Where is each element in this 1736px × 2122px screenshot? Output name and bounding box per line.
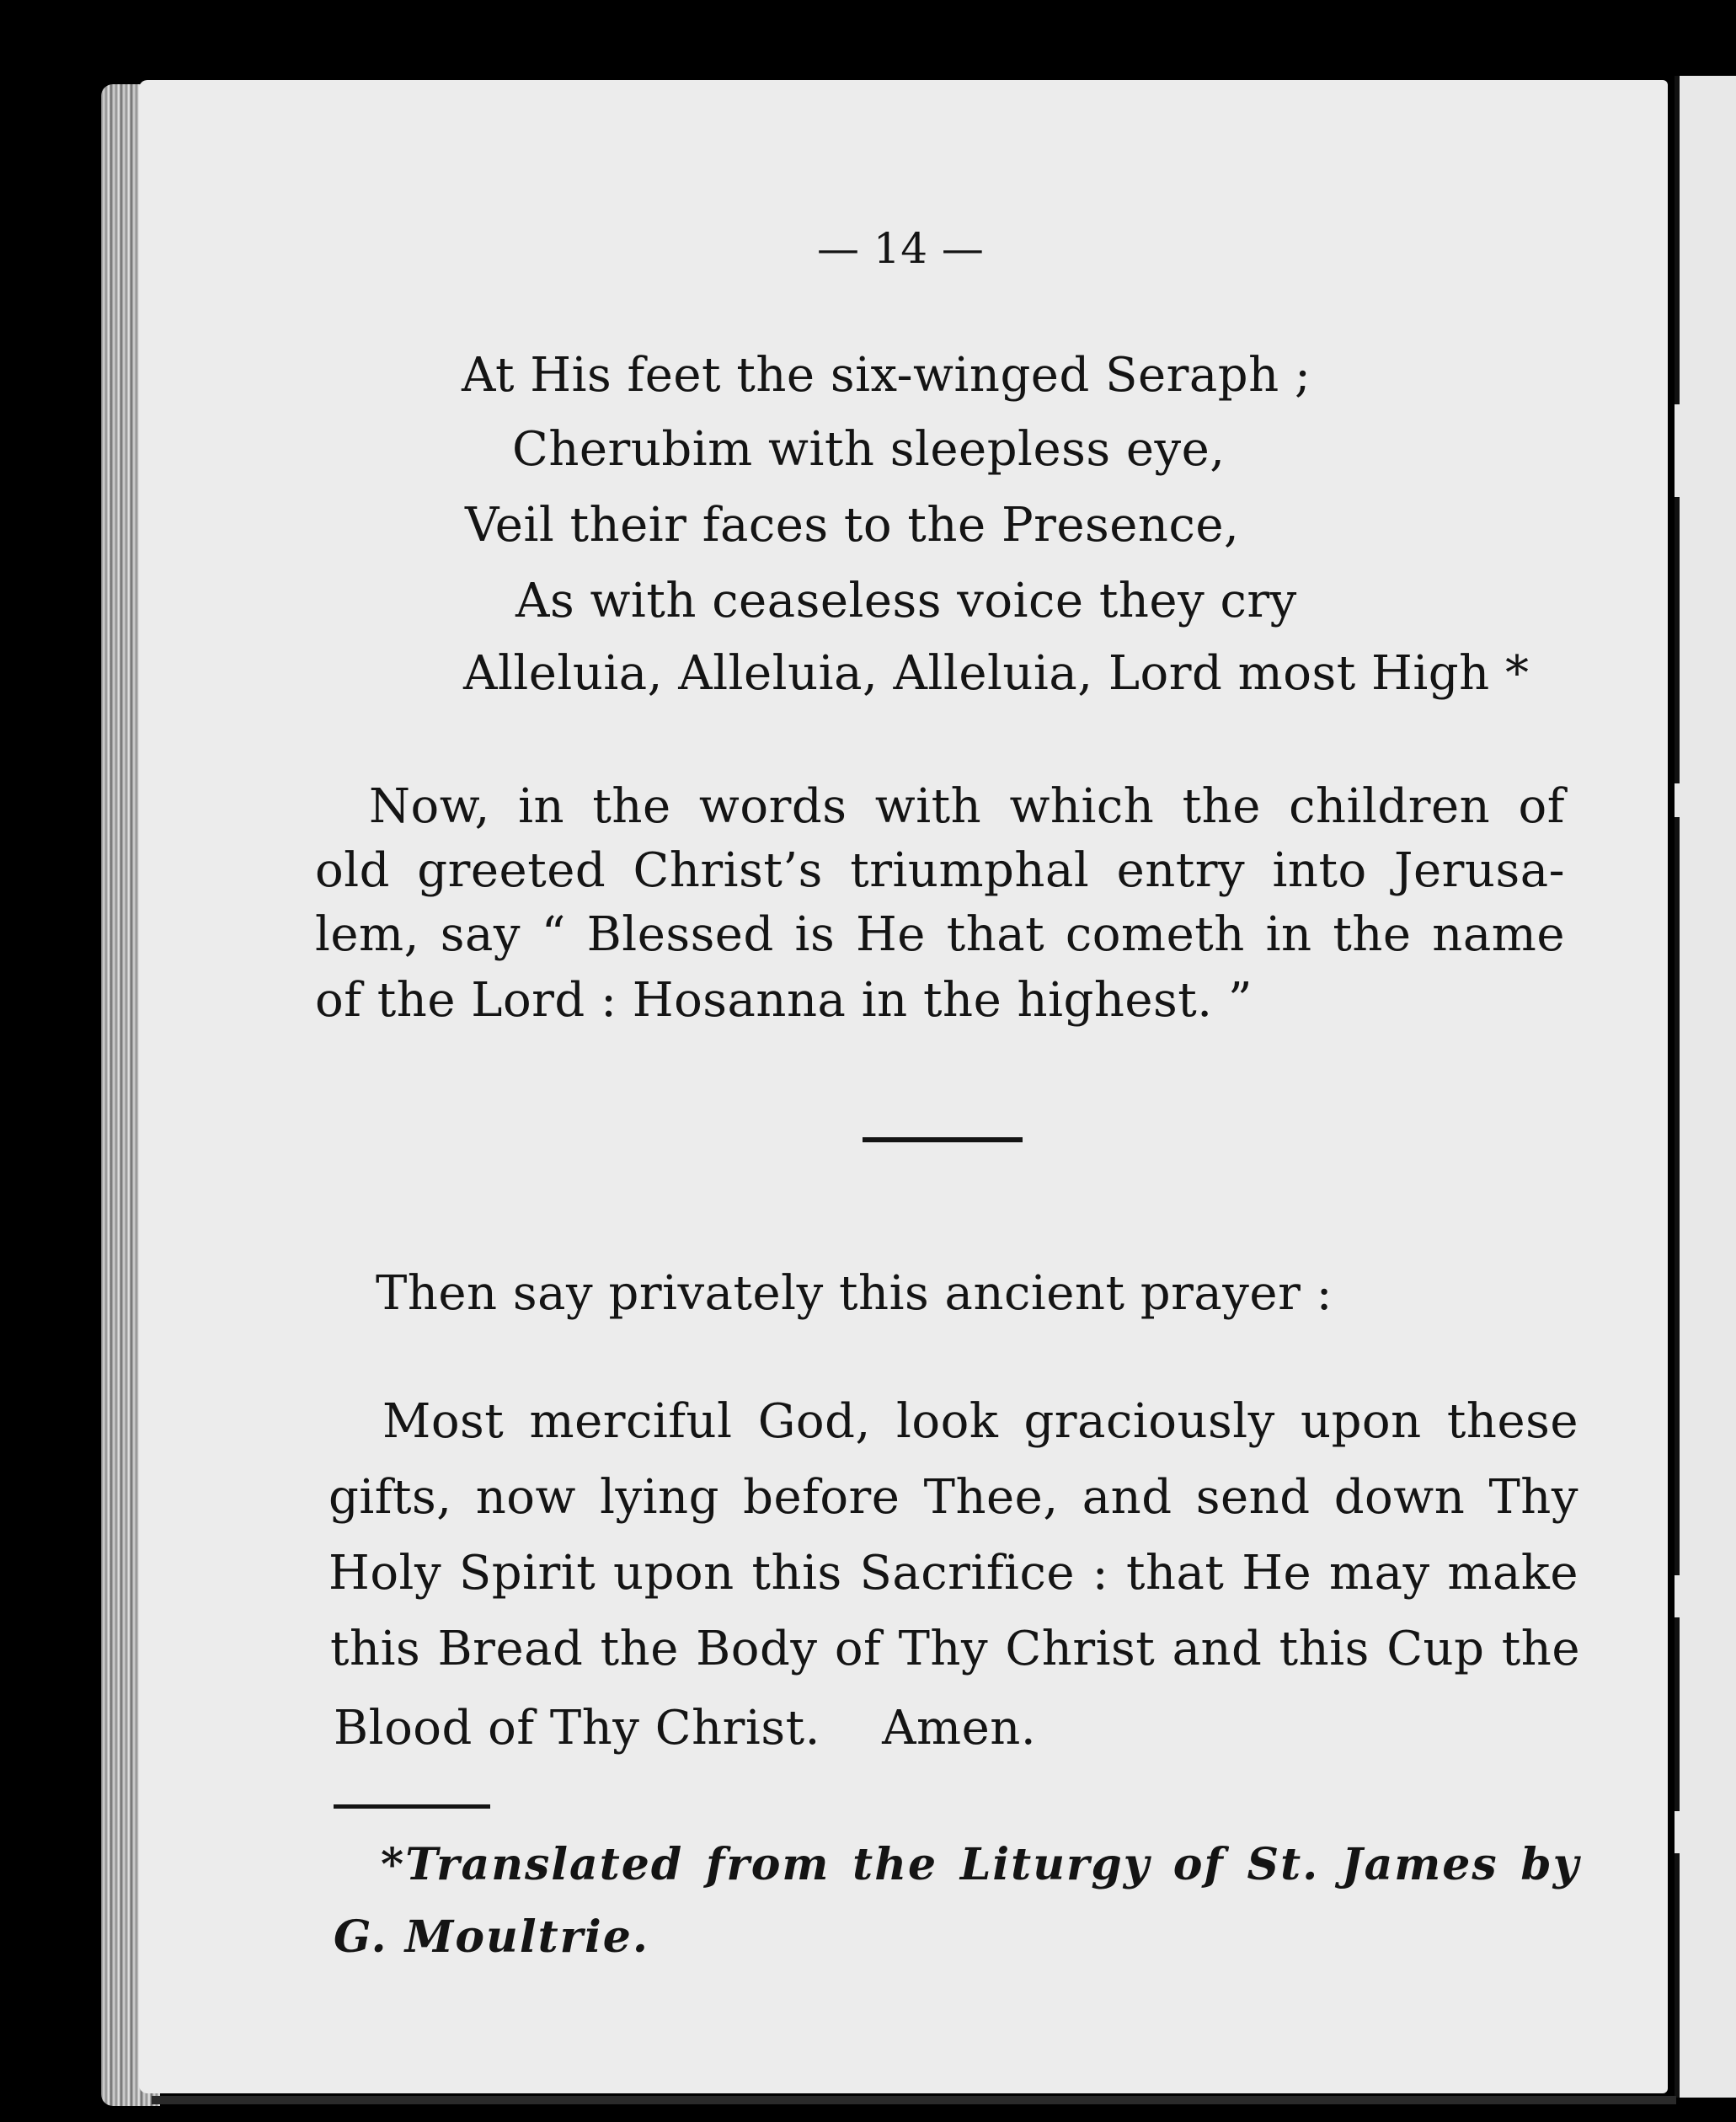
section-divider bbox=[863, 1137, 1023, 1142]
paragraph-line: of the Lord : Hosanna in the highest. ” bbox=[315, 973, 1253, 1028]
paragraph-line: Now, in the words with which the children of bbox=[369, 779, 1565, 834]
prayer-line: Holy Spirit upon this Sacrifice : that He may make bbox=[329, 1546, 1578, 1601]
hymn-line: Cherubim with sleepless eye, bbox=[512, 422, 1226, 477]
facing-page-edge bbox=[1675, 76, 1736, 2098]
footnote-line: *Translated from the Liturgy of St. James by bbox=[381, 1839, 1580, 1890]
paragraph-line: old greeted Christ’s triumphal entry into Jerusa- bbox=[315, 843, 1565, 898]
hymn-line: Veil their faces to the Presence, bbox=[465, 498, 1240, 553]
prayer-line: Most merciful God, look graciously upon these bbox=[382, 1394, 1578, 1449]
footnote-rule bbox=[334, 1804, 490, 1809]
hymn-line: As with ceaseless voice they cry bbox=[515, 574, 1297, 628]
page-bottom-edge bbox=[152, 2096, 1676, 2104]
page-number: — 14 — bbox=[817, 224, 985, 273]
prayer-line: Blood of Thy Christ. Amen. bbox=[334, 1701, 1037, 1756]
hymn-line: At His feet the six-winged Seraph ; bbox=[462, 348, 1311, 403]
footnote-line: G. Moultrie. bbox=[334, 1911, 649, 1963]
prayer-line: gifts, now lying before Thee, and send down Thy bbox=[329, 1470, 1578, 1525]
paragraph-line: lem, say “ Blessed is He that cometh in the name bbox=[315, 907, 1565, 962]
hymn-line: Alleluia, Alleluia, Alleluia, Lord most High * bbox=[463, 646, 1530, 701]
prayer-line: this Bread the Body of Thy Christ and this Cup the bbox=[330, 1622, 1580, 1676]
instruction-text: Then say privately this ancient prayer : bbox=[376, 1266, 1333, 1321]
